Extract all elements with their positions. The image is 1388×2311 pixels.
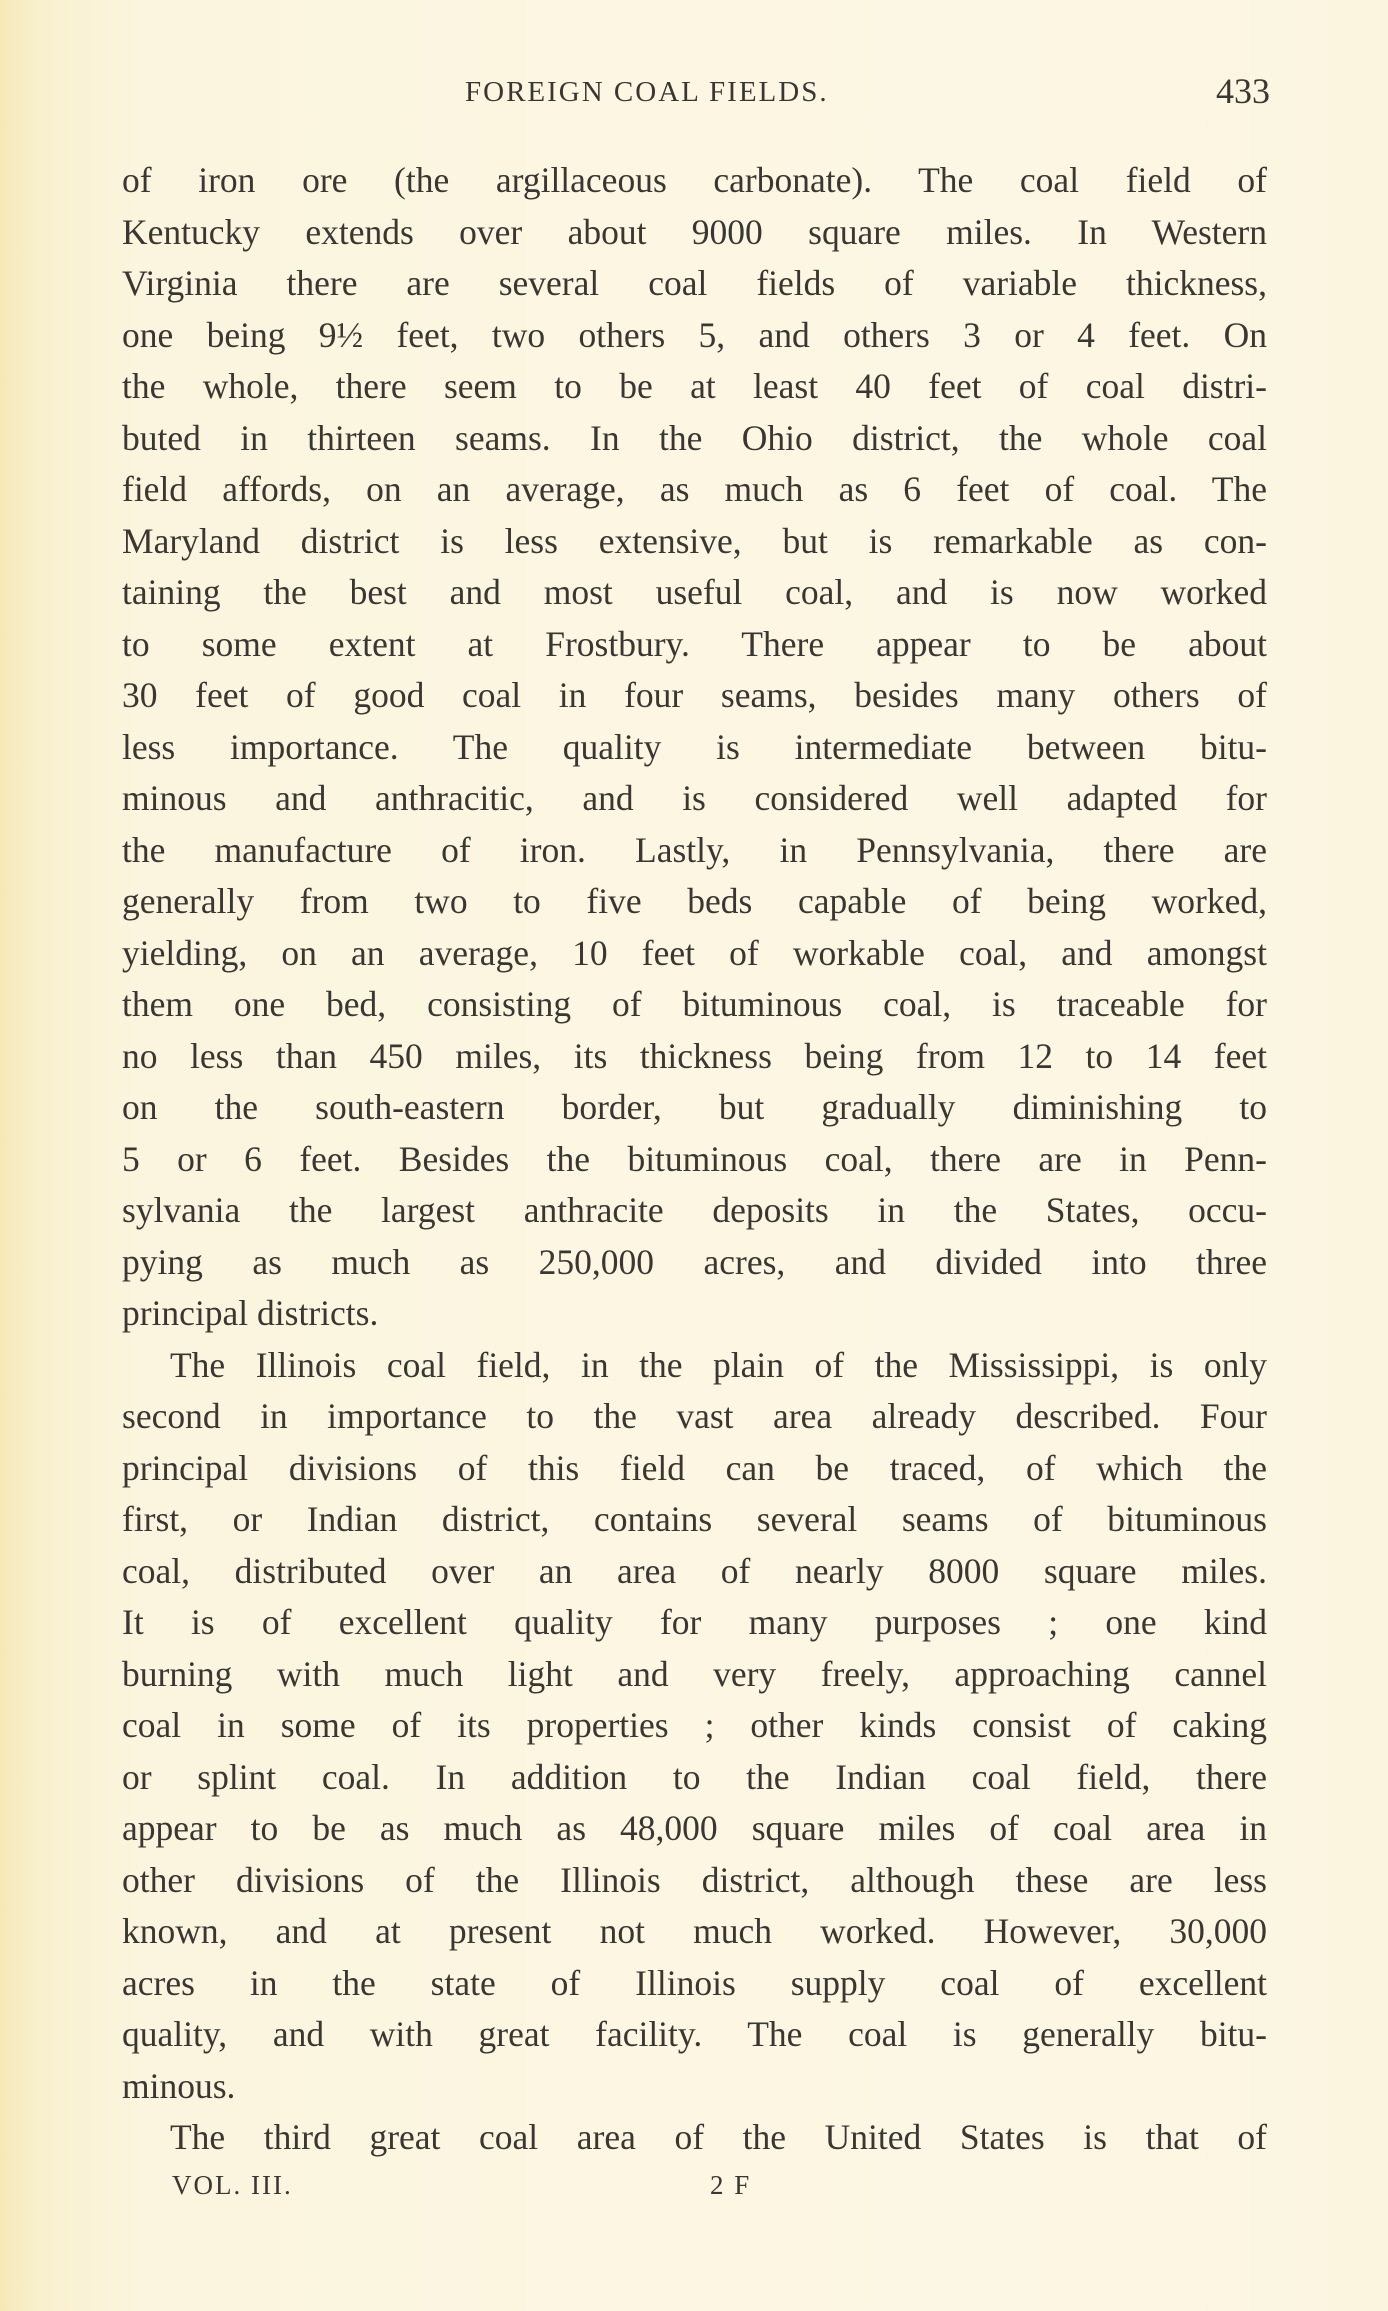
text-line: coal, distributed over an area of nearly 8000 square miles. [122,1550,1267,1591]
text-line: to some extent at Frostbury. There appear to be about [122,623,1267,664]
text-line: minous. [122,2065,236,2106]
text-line: pying as much as 250,000 acres, and divided into three [122,1241,1267,1282]
text-line: or splint coal. In addition to the Indian coal field, there [122,1756,1267,1797]
text-line: the manufacture of iron. Lastly, in Pennsylvania, there are [122,829,1267,870]
text-line: appear to be as much as 48,000 square miles of coal area in [122,1808,1267,1848]
text-line: the whole, there seem to be at least 40 feet of coal distri- [122,366,1267,406]
text-line: Kentucky extends over about 9000 square miles. In Western [122,211,1267,252]
text-line: sylvania the largest anthracite deposits in the States, occu- [122,1190,1267,1230]
text-line: second in importance to the vast area already described. Four [122,1396,1267,1436]
footer-signature: 2 F [710,2170,752,2200]
text-line: The Illinois coal field, in the plain of the Mississippi, is only [170,1344,1267,1385]
text-line: It is of excellent quality for many purposes ; one kind [122,1602,1267,1642]
text-line: buted in thirteen seams. In the Ohio district, the whole coal [122,417,1267,458]
footer-volume: VOL. III. [172,2170,293,2200]
text-line: first, or Indian district, contains several seams of bituminous [122,1499,1267,1539]
text-line: principal districts. [122,1293,379,1333]
text-line: one being 9½ feet, two others 5, and others 3 or 4 feet. On [122,314,1267,355]
text-line: The third great coal area of the United States is that of [170,2117,1267,2157]
running-head: FOREIGN COAL FIELDS. [465,76,829,108]
text-line: minous and anthracitic, and is considered well adapted for [122,778,1267,818]
text-line: taining the best and most useful coal, and is now worked [122,572,1267,612]
text-line: no less than 450 miles, its thickness being from 12 to 14 feet [122,1035,1267,1076]
text-line: quality, and with great facility. The coal is generally bitu- [122,2014,1267,2054]
text-line: 5 or 6 feet. Besides the bituminous coal, there are in Penn- [122,1138,1267,1179]
body-text [122,155,1267,2164]
text-line: Virginia there are several coal fields of variable thickness, [122,263,1267,303]
text-line: them one bed, consisting of bituminous coal, is traceable for [122,984,1267,1024]
text-line: Maryland district is less extensive, but is remarkable as con- [122,520,1267,561]
text-line: known, and at present not much worked. However, 30,000 [122,1911,1267,1951]
text-line: generally from two to five beds capable of being worked, [122,881,1267,921]
text-line: of iron ore (the argillaceous carbonate). The coal field of [122,160,1267,200]
text-line: less importance. The quality is intermediate between bitu- [122,726,1267,767]
text-line: on the south-eastern border, but gradually diminishing to [122,1087,1267,1127]
text-line: 30 feet of good coal in four seams, besides many others of [122,675,1267,715]
text-line: principal divisions of this field can be traced, of which the [122,1447,1267,1488]
page-number: 433 [1216,71,1270,111]
text-line: coal in some of its properties ; other kinds consist of caking [122,1705,1267,1745]
text-line: burning with much light and very freely, approaching cannel [122,1653,1267,1694]
text-line: other divisions of the Illinois district, although these are less [122,1859,1267,1900]
text-line: yielding, on an average, 10 feet of workable coal, and amongst [122,932,1267,973]
text-line: acres in the state of Illinois supply coal of excellent [122,1962,1267,2003]
text-line: field affords, on an average, as much as 6 feet of coal. The [122,469,1267,509]
